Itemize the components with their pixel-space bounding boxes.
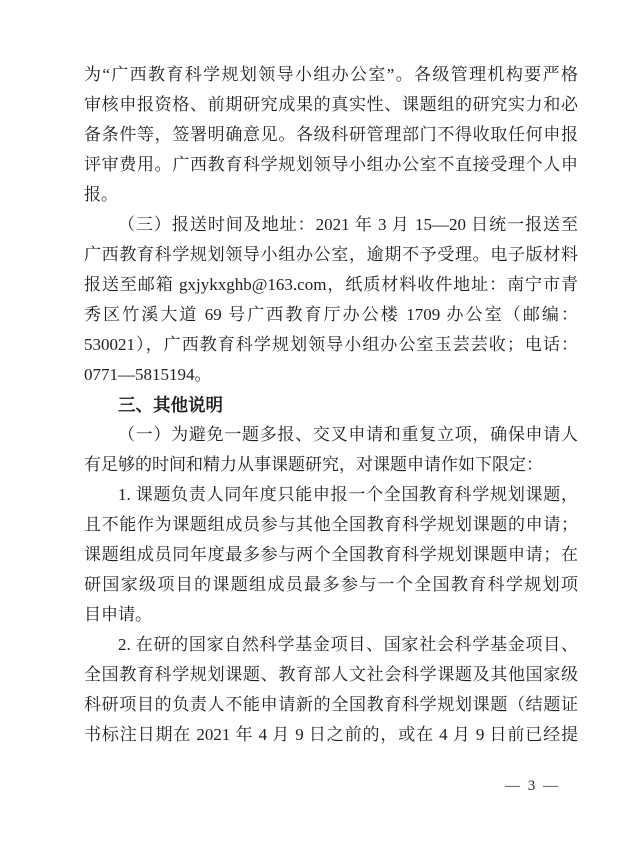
- text-line: 三、其他说明: [118, 395, 223, 415]
- text-line: 目申请。: [84, 605, 152, 624]
- text-line: 报送至邮箱 gxjykxghb@163.com，纸质材料收件地址：南宁市青: [84, 275, 578, 294]
- text-line: 备条件等，签署明确意见。各级科研管理部门不得收取任何申报: [84, 125, 578, 144]
- text-line: 报。: [84, 185, 118, 204]
- paragraph: [84, 480, 578, 630]
- paragraph: [84, 420, 578, 480]
- text-line: 审核申报资格、前期研究成果的真实性、课题组的研究实力和必: [84, 95, 578, 114]
- text-line: 0771—5815194。: [84, 365, 212, 384]
- paragraph: [84, 630, 578, 750]
- text-line: 书标注日期在 2021 年 4 月 9 日之前的，或在 4 月 9 日前已经提: [84, 725, 578, 744]
- text-line: 为“广西教育科学规划领导小组办公室”。各级管理机构要严格: [84, 65, 578, 84]
- text-line: 1. 课题负责人同年度只能申报一个全国教育科学规划课题，: [118, 485, 578, 504]
- text-line: 广西教育科学规划领导小组办公室，逾期不予受理。电子版材料: [84, 245, 578, 264]
- text-line: 且不能作为课题组成员参与其他全国教育科学规划课题的申请；: [84, 515, 578, 534]
- paragraph: [84, 60, 578, 210]
- text-line: 评审费用。广西教育科学规划领导小组办公室不直接受理个人申: [84, 155, 578, 174]
- text-line: 有足够的时间和精力从事课题研究，对课题申请作如下限定：: [84, 455, 543, 474]
- document-body: [84, 60, 578, 750]
- page-number: — 3 —: [505, 778, 560, 794]
- section-heading: [84, 390, 578, 420]
- text-line: 课题组成员同年度最多参与两个全国教育科学规划课题申请；在: [84, 545, 578, 564]
- text-line: 秀区竹溪大道 69 号广西教育厅办公楼 1709 办公室（邮编：: [84, 305, 578, 324]
- paragraph: [84, 210, 578, 390]
- text-line: 科研项目的负责人不能申请新的全国教育科学规划课题（结题证: [84, 695, 578, 714]
- text-line: （三）报送时间及地址：2021 年 3 月 15—20 日统一报送至: [118, 215, 578, 234]
- text-line: 全国教育科学规划课题、教育部人文社会科学课题及其他国家级: [84, 665, 578, 684]
- text-line: 530021），广西教育科学规划领导小组办公室玉芸芸收；电话：: [84, 335, 578, 354]
- text-line: 2. 在研的国家自然科学基金项目、国家社会科学基金项目、: [118, 635, 578, 654]
- text-line: （一）为避免一题多报、交叉申请和重复立项，确保申请人: [118, 425, 578, 444]
- text-line: 研国家级项目的课题组成员最多参与一个全国教育科学规划项: [84, 575, 578, 594]
